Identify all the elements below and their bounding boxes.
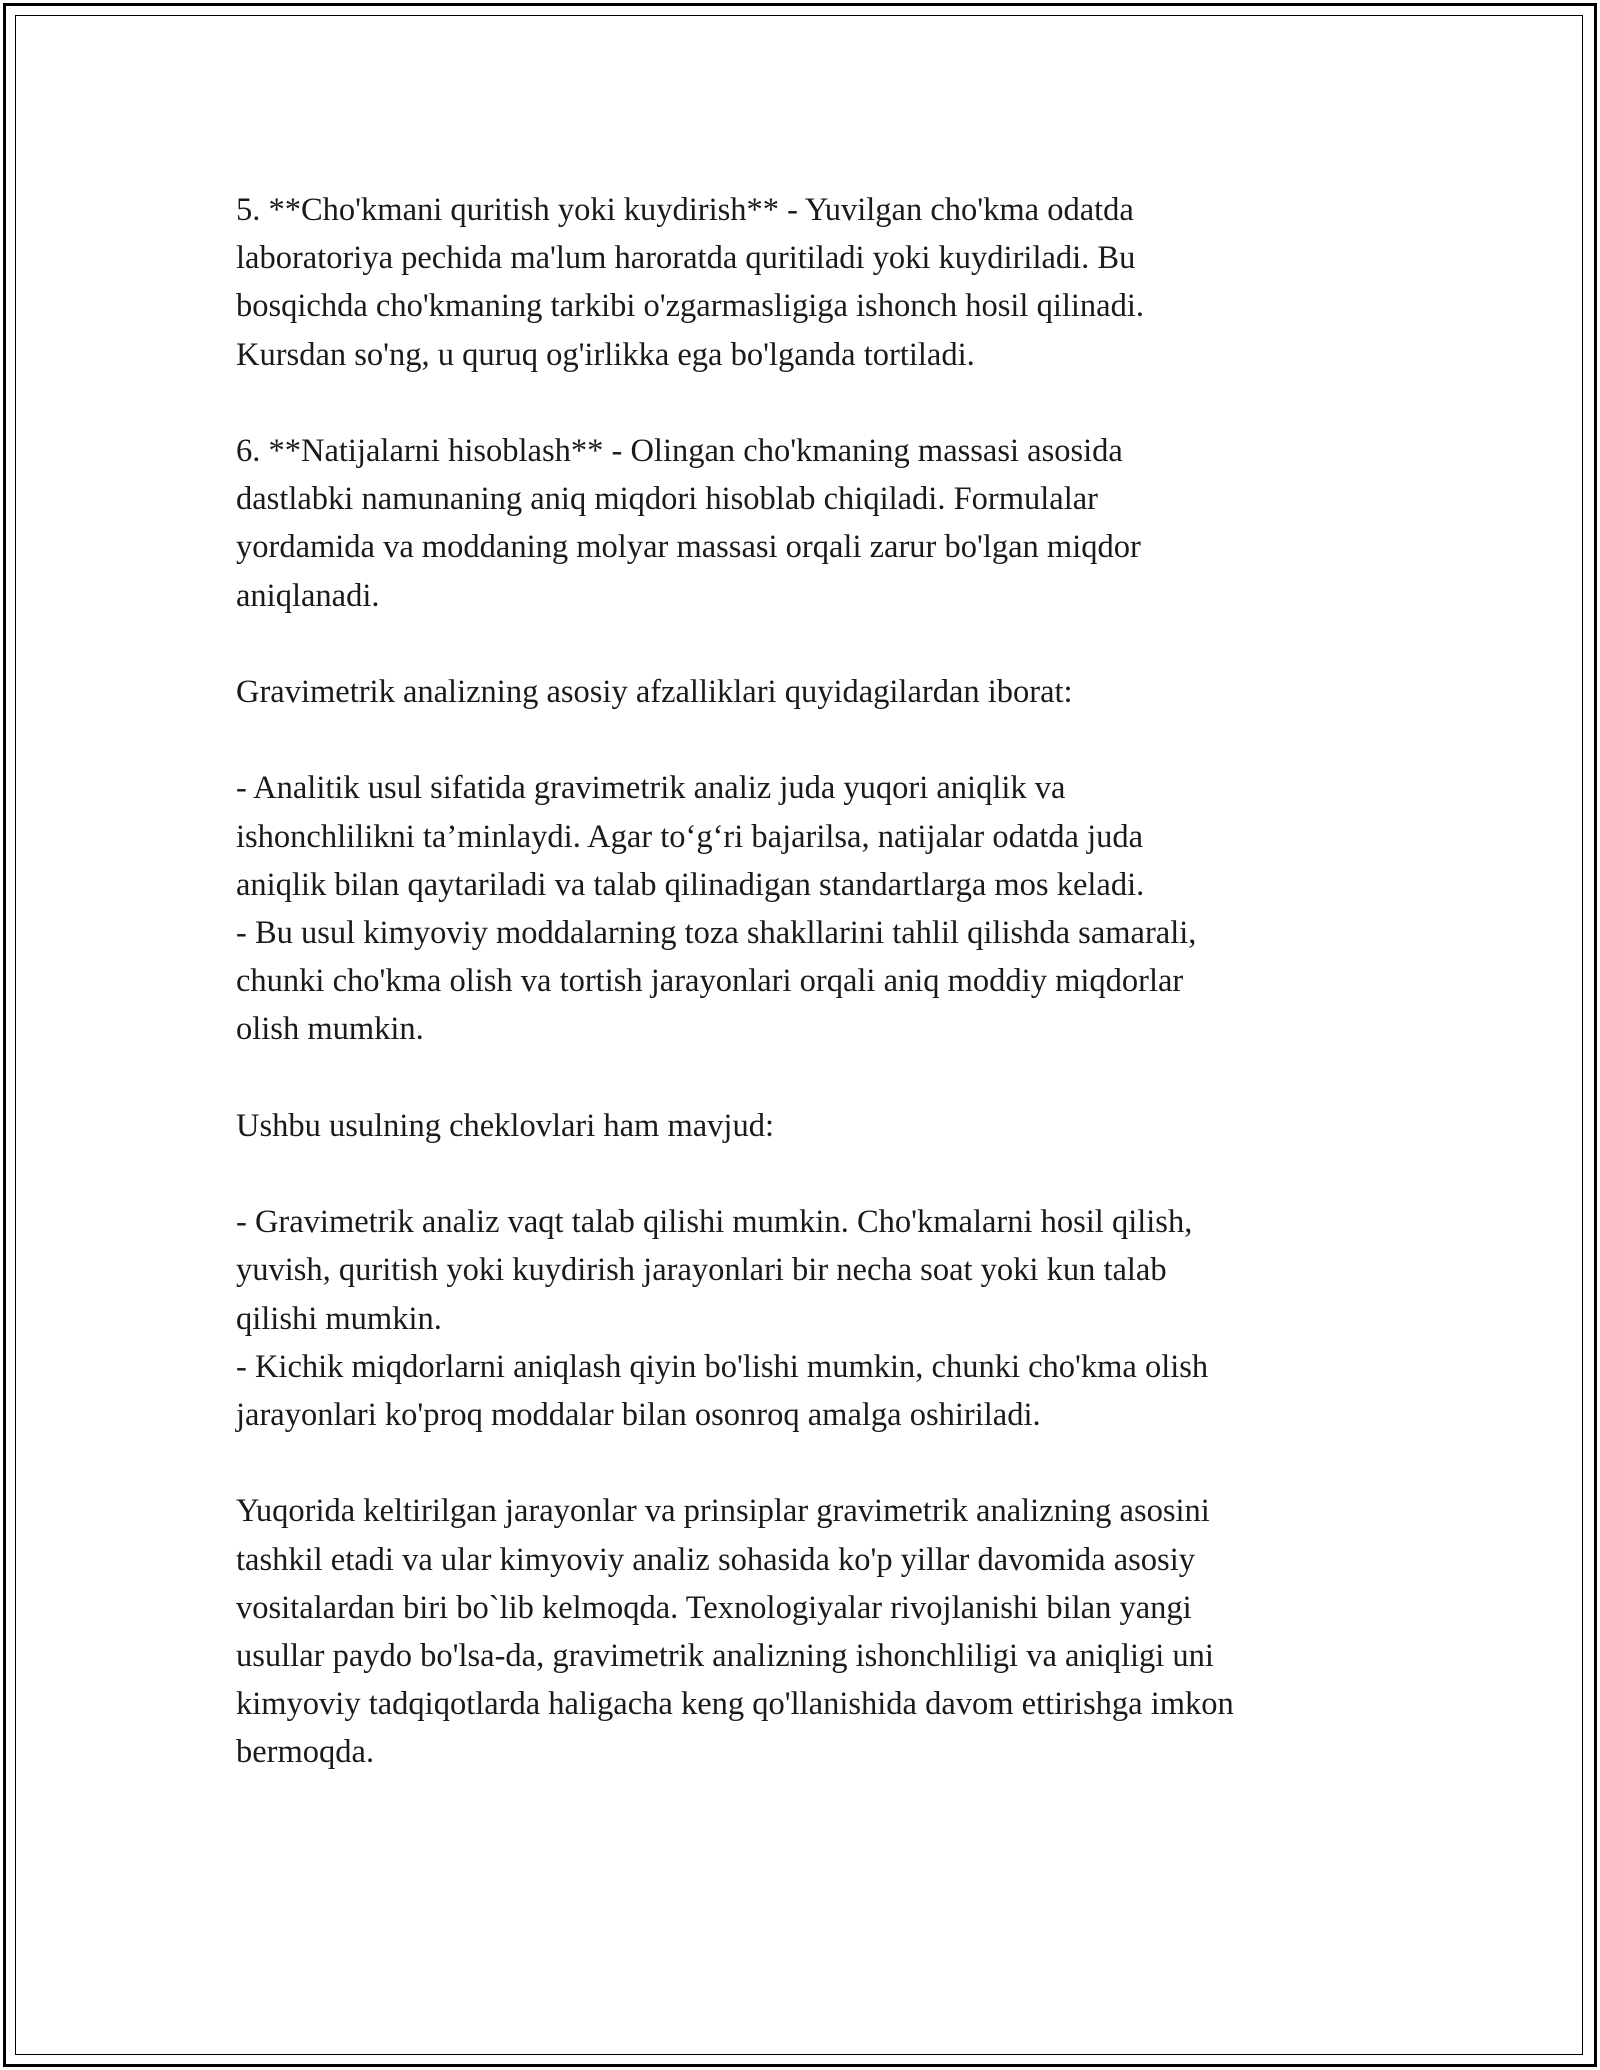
paragraph-limitations-list: - Gravimetrik analiz vaqt talab qilishi mumkin. Cho'kmalarni hosil qilish, yuvish, quritish yoki kuydirish jarayonlari bir necha soat yoki kun talab qilishi mumkin. - Kichik miqdorlarni aniqlash qiyin bo'lishi mumkin, chunki cho'kma olish jarayonlari ko'proq moddalar bilan osonroq amalga oshiriladi. [236, 1204, 1209, 1433]
paragraph-advantages-list: - Analitik usul sifatida gravimetrik analiz juda yuqori aniqlik va ishonchlilikni ta’minlaydi. Agar to‘g‘ri bajarilsa, natijalar odatda juda aniqlik bilan qaytariladi va talab qilinadigan standartlarga mos keladi. - Bu usul kimyoviy moddalarning toza shakllarini tahlil qilishda samarali, chunki cho'kma olish va tortish jarayonlari orqali aniq moddiy miqdorlar olish mumkin. [236, 770, 1197, 1048]
paragraph-step-6-calculation: 6. **Natijalarni hisoblash** - Olingan cho'kmaning massasi asosida dastlabki namunaning aniq miqdori hisoblab chiqiladi. Formulalar yordamida va moddaning molyar massasi orqali zarur bo'lgan miqdor aniqlanadi. [236, 433, 1141, 614]
paragraph-conclusion: Yuqorida keltirilgan jarayonlar va prinsiplar gravimetrik analizning asosini tashkil etadi va ular kimyoviy analiz sohasida ko'p yillar davomida asosiy vositalardan biri bo`lib kelmoqda. Texnologiyalar rivojlanishi bilan yangi usullar paydo bo'lsa-da, gravimetrik analizning ishonchliligi va aniqligi uni kimyoviy tadqiqotlarda haligacha keng qo'llanishida davom ettirishga imkon bermoqda. [236, 1493, 1234, 1771]
paragraph-advantages-heading: Gravimetrik analizning asosiy afzalliklari quyidagilardan iborat: [236, 674, 1073, 710]
paragraph-limitations-heading: Ushbu usulning cheklovlari ham mavjud: [236, 1107, 774, 1144]
paragraph-step-5-drying: 5. **Cho'kmani quritish yoki kuydirish** - Yuvilgan cho'kma odatda laboratoriya pechida ma'lum haroratda quritiladi yoki kuydiriladi. Bu bosqichda cho'kmaning tarkibi o'zgarmasligiga ishonch hosil qilinadi. Kursdan so'ng, u quruq og'irlikka ega bo'lganda tortiladi. [236, 192, 1145, 373]
document-body [236, 186, 1396, 1825]
